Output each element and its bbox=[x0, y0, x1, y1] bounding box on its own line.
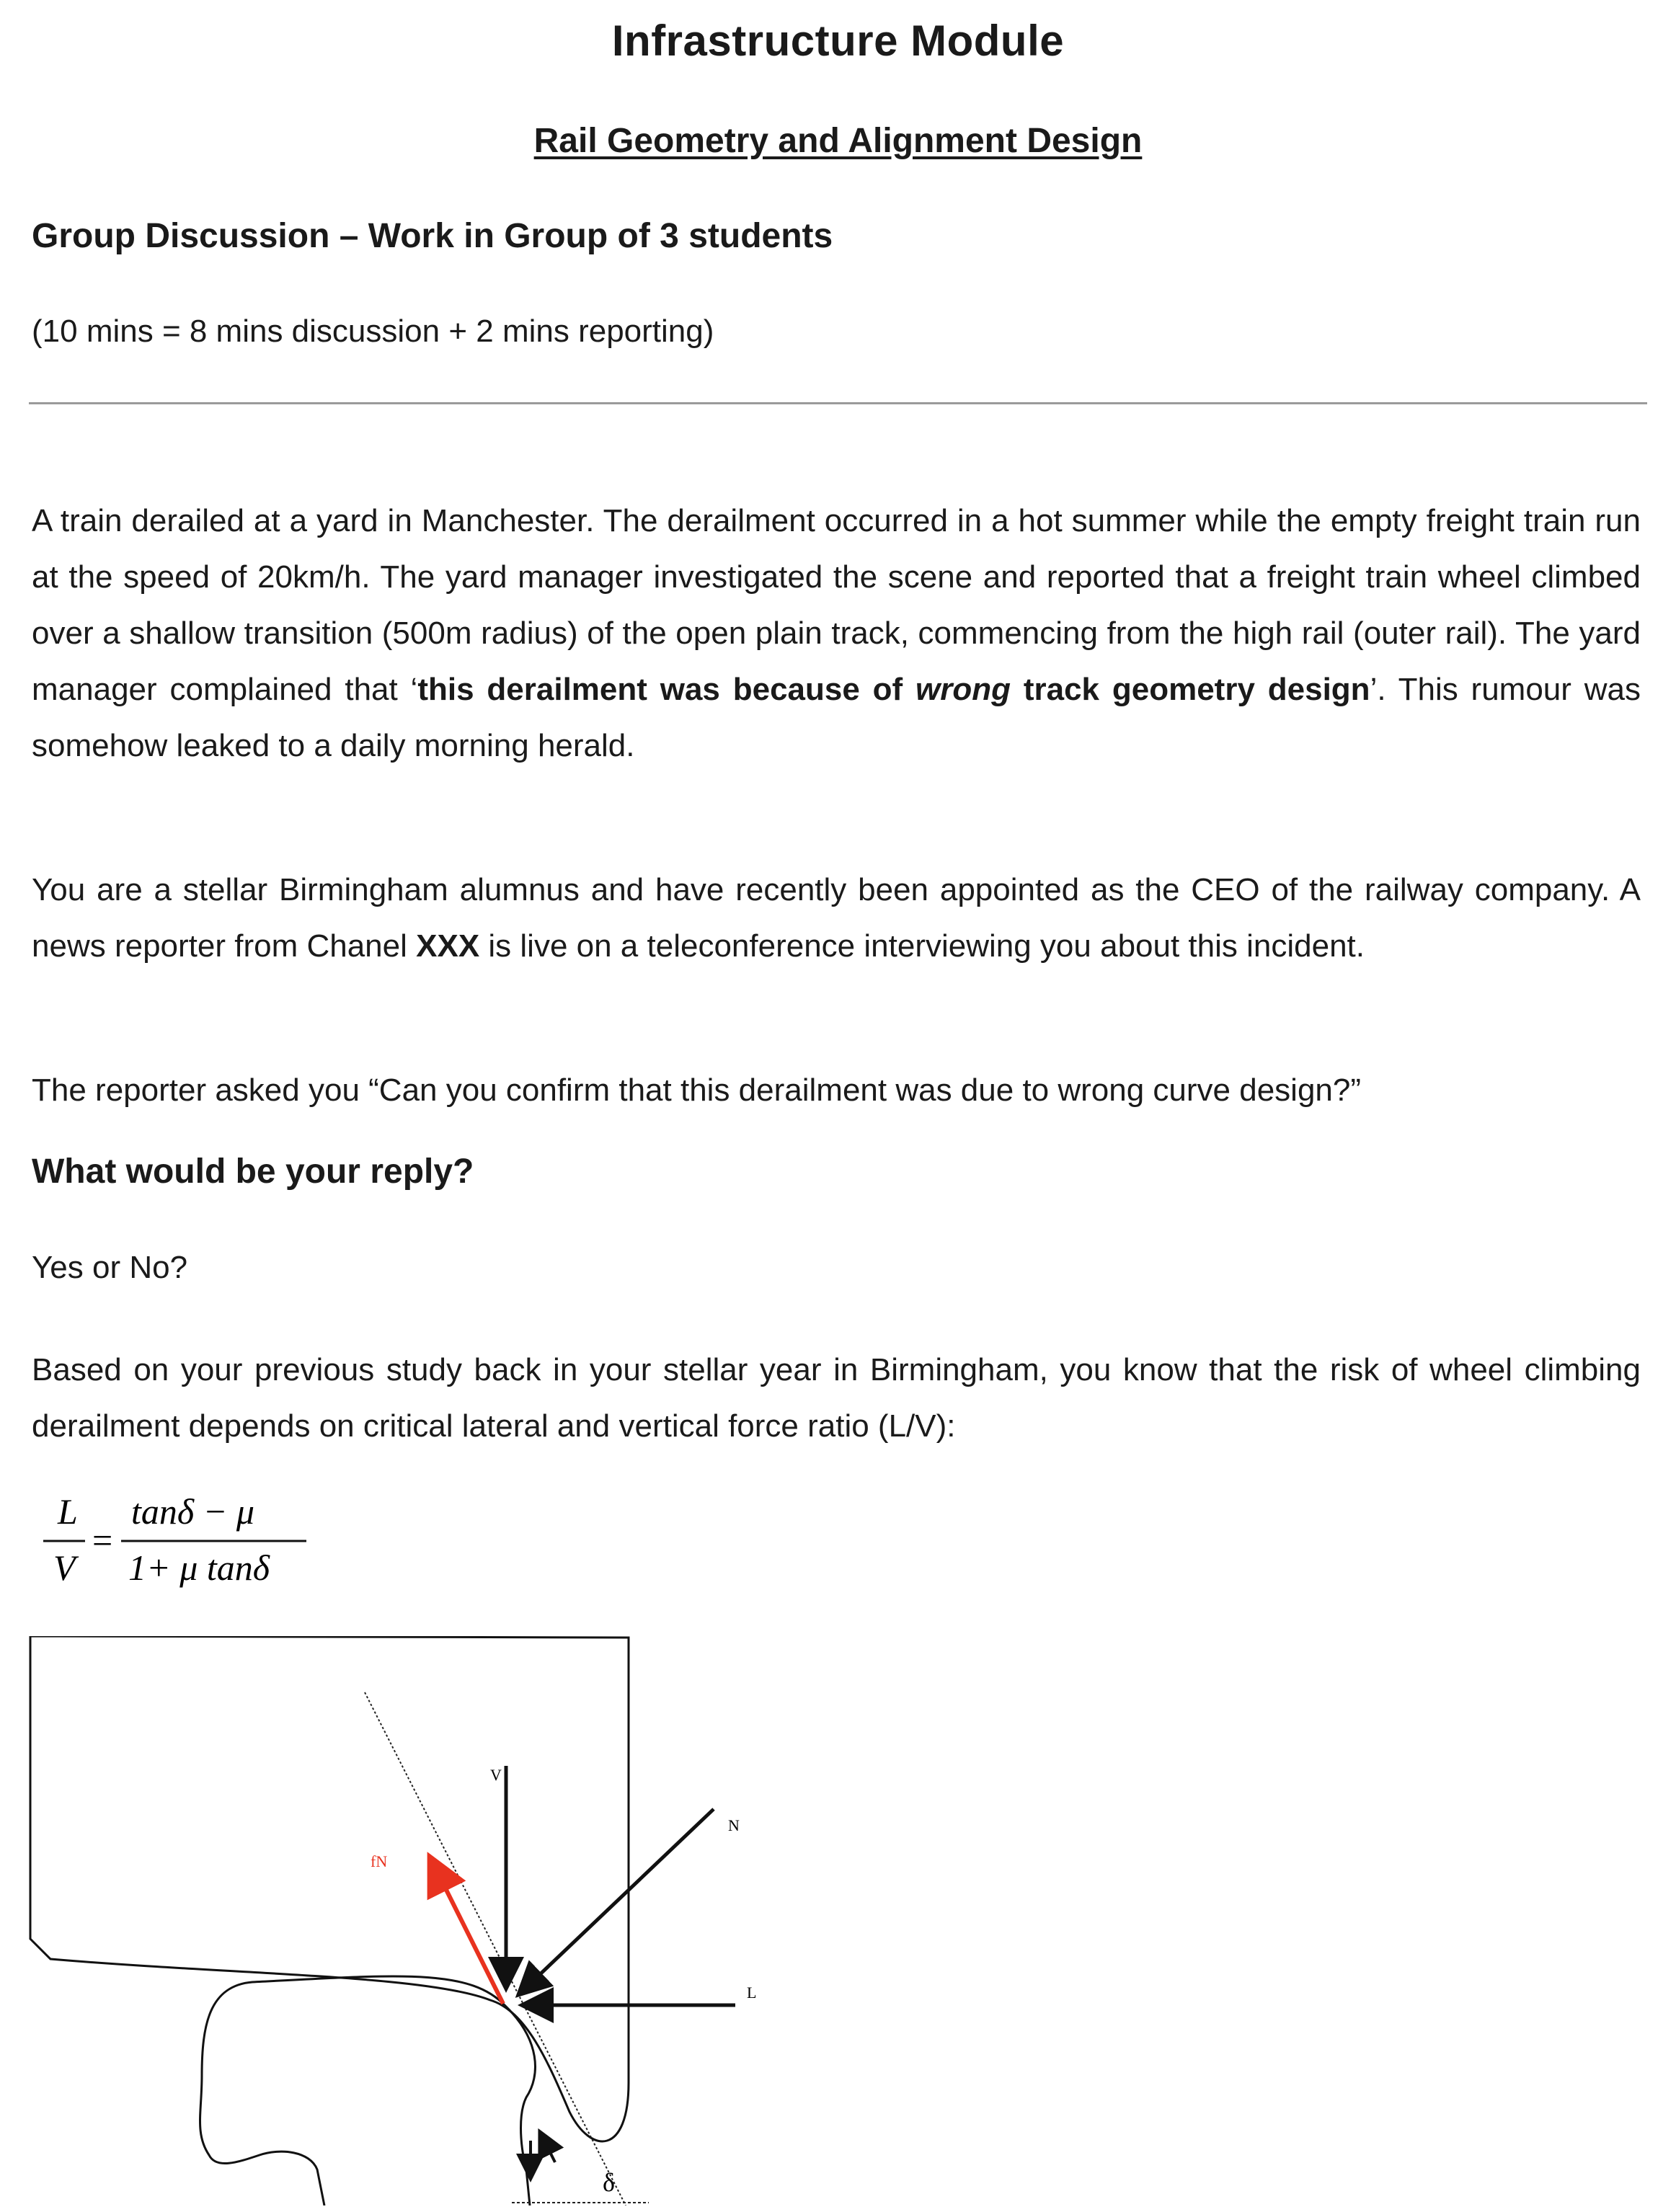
formula-denominator: 1+ μ tanδ bbox=[128, 1547, 270, 1588]
scenario-text-1: A train derailed at a yard in Manchester. The derailment occurred in a hot summer while the empty freight train run at the speed of 20km/h. The yard manager investigated the scene and reported that a freight train wheel climbed over a shallow transition (500m radius) of the open plain track, commencing from the high rail (outer rail). The yard manager complained that ‘ bbox=[32, 503, 1641, 707]
reply-question: What would be your reply? bbox=[32, 1152, 474, 1191]
theory-paragraph: Based on your previous study back in your stellar year in Birmingham, you know that the risk of wheel climbing derailment depends on critical lateral and vertical force ratio (L/V): bbox=[32, 1352, 1641, 1444]
scenario-bold-2: track geometry design bbox=[1011, 672, 1370, 707]
scenario-text-2: ’. This rumour was somehow leaked to a daily morning herald. bbox=[32, 672, 1641, 763]
horizontal-divider bbox=[29, 402, 1647, 404]
scenario-bold-italic: wrong bbox=[915, 672, 1011, 707]
document-subtitle: Rail Geometry and Alignment Design bbox=[533, 122, 1143, 160]
wheel-rail-force-diagram bbox=[22, 1636, 757, 2206]
formula-numerator: tanδ − μ bbox=[131, 1491, 254, 1532]
timing-note: (10 mins = 8 mins discussion + 2 mins reporting) bbox=[32, 314, 714, 349]
formula-v: V bbox=[53, 1547, 76, 1588]
wheel-outline bbox=[30, 1636, 629, 2141]
formula-equals: = bbox=[92, 1520, 113, 1560]
label-fn: fN bbox=[371, 1852, 388, 1870]
scenario-bold-1: this derailment was because of bbox=[417, 672, 916, 707]
delta-indicator-arrow-2 bbox=[541, 2133, 555, 2162]
role-text-1: You are a stellar Birmingham alumnus and have recently been appointed as the CEO of the railway company. A news reporter from Chanel bbox=[32, 872, 1641, 964]
label-n: N bbox=[728, 1816, 740, 1834]
rail-profile bbox=[200, 1976, 536, 2206]
normal-force-arrow bbox=[520, 1809, 714, 1993]
channel-name: XXX bbox=[416, 928, 480, 964]
friction-force-arrow bbox=[431, 1860, 503, 2004]
reporter-question: The reporter asked you “Can you confirm that this derailment was due to wrong curve design?” bbox=[32, 1072, 1362, 1108]
scenario-paragraph bbox=[32, 493, 1641, 774]
label-delta: δ bbox=[603, 2168, 615, 2197]
label-v: V bbox=[490, 1766, 502, 1784]
yes-no-prompt: Yes or No? bbox=[32, 1250, 188, 1285]
label-l: L bbox=[747, 1984, 757, 2002]
role-paragraph bbox=[32, 862, 1641, 974]
nadal-formula bbox=[29, 1483, 332, 1606]
role-text-2: is live on a teleconference interviewing you about this incident. bbox=[479, 928, 1365, 964]
formula-l: L bbox=[58, 1491, 78, 1532]
document-title: Infrastructure Module bbox=[611, 17, 1065, 65]
group-instruction: Group Discussion – Work in Group of 3 students bbox=[32, 217, 833, 255]
